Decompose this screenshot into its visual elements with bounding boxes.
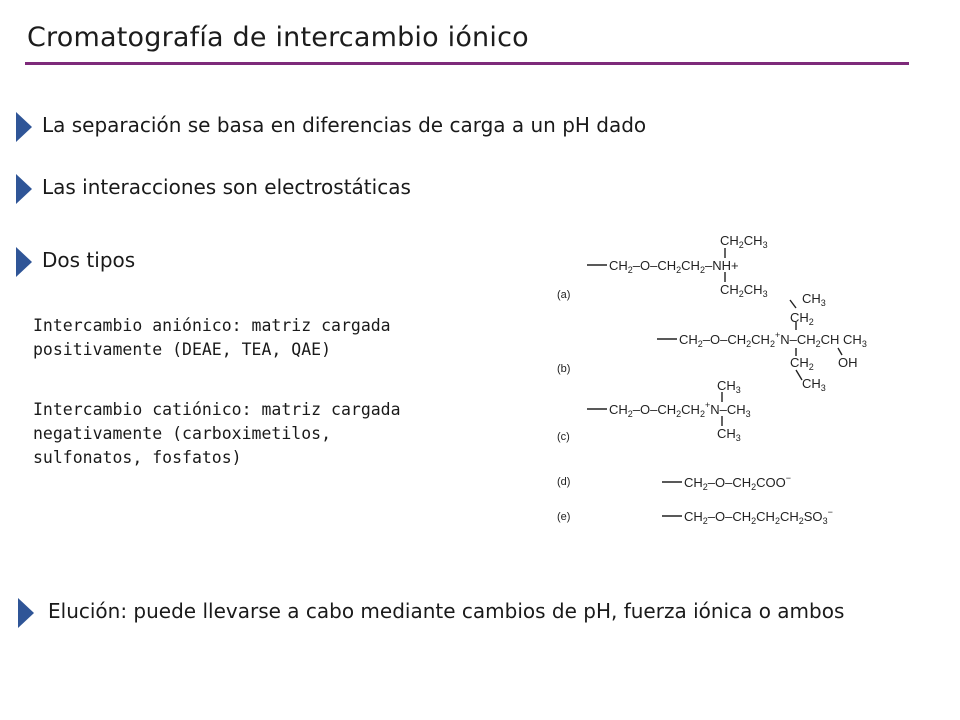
svg-text:OH: OH: [838, 355, 858, 370]
figure-label: (a): [557, 289, 571, 301]
svg-text:CH2–O–CH2CH2–NH+: $CH_2-O-CH_2CH_2-NH+$: [609, 258, 739, 275]
svg-text:CH2–O–CH2CH2CH2SO3−: $CH_2-O-CH_2CH_2CH_2SO_3^-$: [684, 507, 833, 526]
slide-title: Cromatografía de intercambio iónico: [27, 22, 529, 53]
svg-text:CH2–O–CH2CH2+N–CH3: $CH_2-O-CH_2CH_2^+N-CH_3$: [609, 400, 751, 419]
anion-exchange-text: Intercambio aniónico: matriz cargada positivamente (DEAE, TEA, QAE): [33, 316, 391, 359]
svg-text:CH2CH3: $CH_2CH_3$: [720, 282, 768, 299]
bullet-text: Dos tipos: [42, 248, 136, 272]
figure-label: (c): [557, 431, 570, 443]
bullet-arrow-icon: [16, 174, 32, 204]
ion-exchanger-structures-figure: [552, 228, 882, 533]
figure-label: (d): [557, 476, 571, 488]
bullet-item-tipos: [16, 248, 135, 277]
bullet-item-carga: [16, 113, 646, 142]
bullet-arrow-icon: [16, 247, 32, 277]
svg-text:CH2–O–CH2COO−: $CH_2-O-CH_2COO^-$: [684, 473, 792, 492]
svg-text:CH2–O–CH2CH2+N–CH2CH CH3: $CH_2-O-CH_2CH_2^+N-CH_2CH$ $CH_3$: [679, 330, 867, 349]
figure-label: (e): [557, 511, 571, 523]
svg-text:CH2: $CH_2$: [790, 310, 814, 327]
svg-text:CH2: $CH_2$: [790, 355, 814, 372]
svg-text:CH2CH3: $CH_2CH_3$: [720, 233, 768, 250]
svg-text:CH3: $CH_3$: [802, 376, 826, 393]
bullet-text: Las interacciones son electrostáticas: [42, 175, 411, 199]
title-underline: [25, 62, 909, 65]
bullet-text: La separación se basa en diferencias de carga a un pH dado: [42, 113, 647, 137]
bullet-text: Elución: puede llevarse a cabo mediante cambios de pH, fuerza iónica o ambos: [48, 599, 845, 623]
bullet-arrow-icon: [16, 112, 32, 142]
figure-label: (b): [557, 363, 571, 375]
bullet-item-interacciones: [16, 175, 411, 204]
bullet-item-elucion: [18, 596, 923, 628]
bullet-arrow-icon: [18, 598, 34, 628]
svg-text:CH3: $CH_3$: [717, 378, 741, 395]
svg-text:CH3: $CH_3$: [802, 291, 826, 308]
cation-exchange-text: Intercambio catiónico: matriz cargada negativamente (carboximetilos, sulfonatos, fosfatos): [33, 400, 401, 467]
svg-text:CH3: $CH_3$: [717, 426, 741, 443]
